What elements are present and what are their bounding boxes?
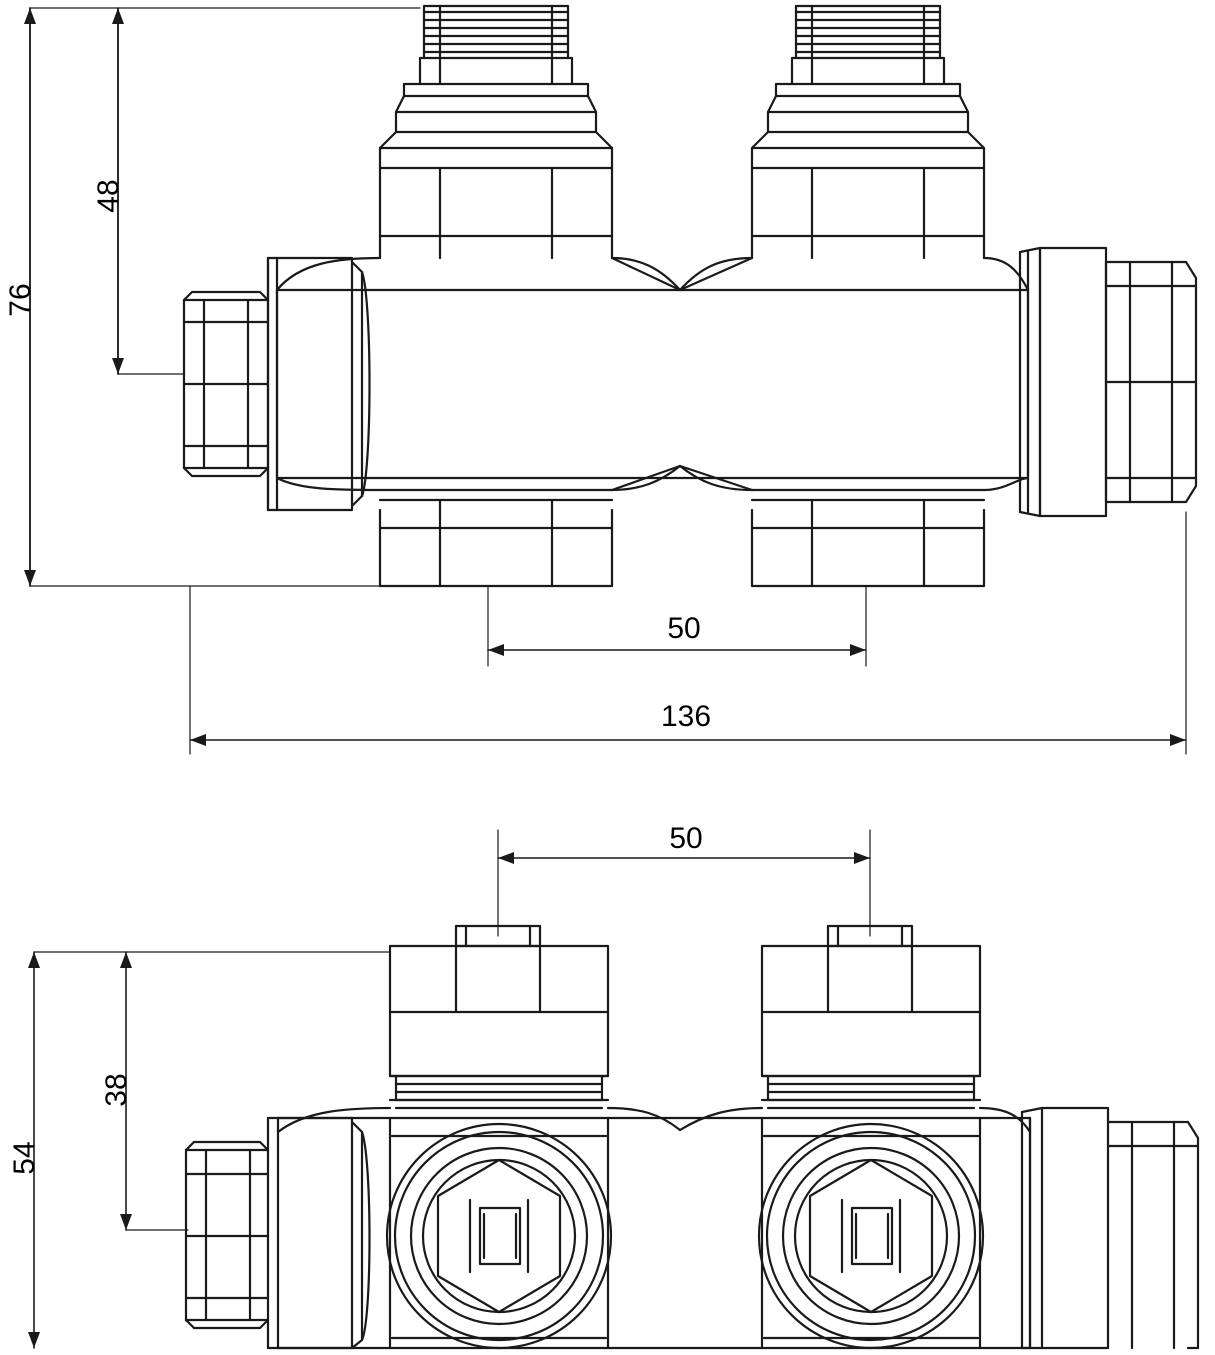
front-view-valve-body bbox=[186, 926, 1198, 1348]
dim-label-38: 38 bbox=[100, 1073, 133, 1107]
dim-label-48: 48 bbox=[92, 179, 125, 213]
dim-label-54: 54 bbox=[8, 1141, 41, 1175]
dim-label-76: 76 bbox=[4, 283, 37, 317]
dim-label-136: 136 bbox=[660, 700, 712, 733]
dim-label-50-top: 50 bbox=[667, 612, 701, 645]
dimension-labels bbox=[4, 179, 711, 1174]
top-view-valve-body bbox=[184, 6, 1196, 586]
front-view-dimensions bbox=[28, 830, 870, 1348]
dim-label-50-bottom: 50 bbox=[669, 822, 703, 855]
top-view-dimensions bbox=[24, 8, 1186, 754]
